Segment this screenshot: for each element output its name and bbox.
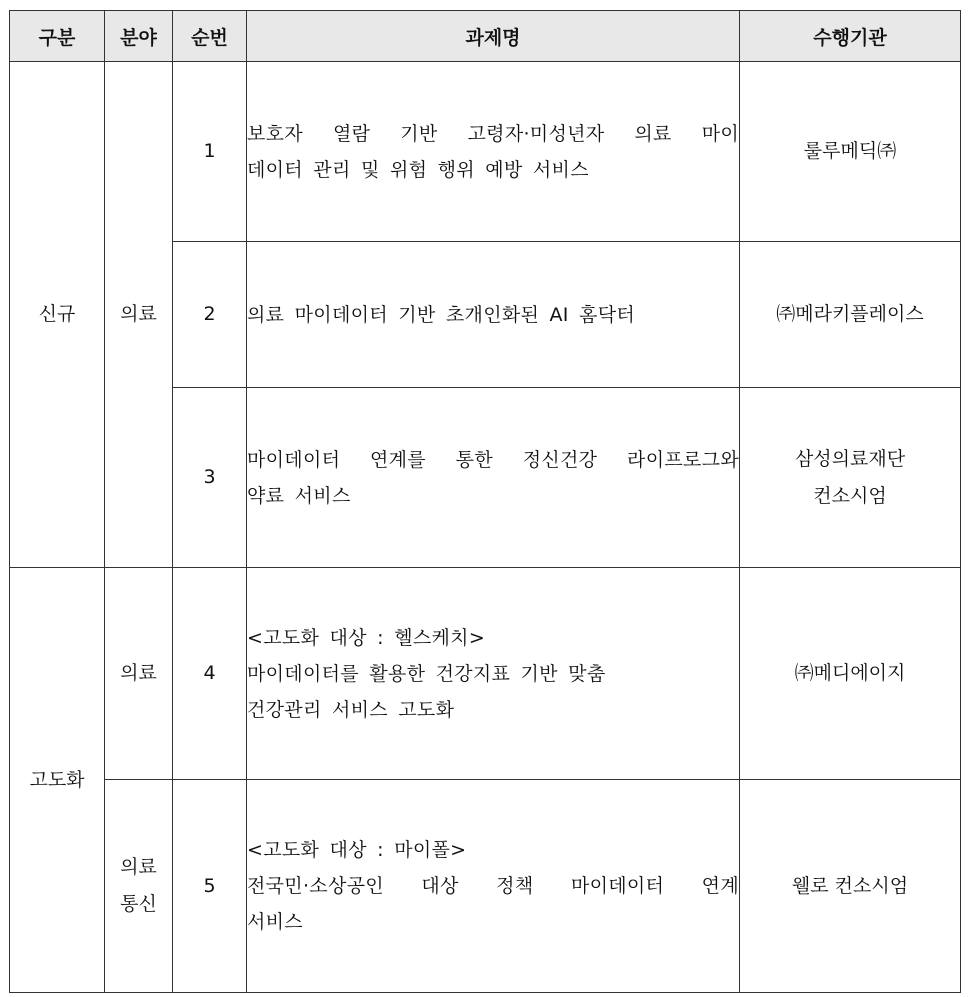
number-cell: 2 xyxy=(173,242,247,388)
project-title-cell xyxy=(247,62,740,242)
organization-cell xyxy=(740,388,961,568)
organization-text: 룰루메딕㈜ xyxy=(803,140,897,162)
project-title-line: <고도화 대상 : 헬스케치> xyxy=(247,626,486,649)
number-cell: 3 xyxy=(173,388,247,568)
table-row xyxy=(10,62,961,242)
project-title-cell xyxy=(247,568,740,780)
field-text: 통신 xyxy=(120,893,157,915)
header-number: 순번 xyxy=(173,11,247,62)
project-title-line: 마이데이터 연계를 통한 정신건강 라이프로그와 xyxy=(247,448,739,471)
organization-text: ㈜메디에이지 xyxy=(794,662,906,684)
field-cell xyxy=(105,62,173,568)
organization-cell xyxy=(740,242,961,388)
project-title-cell xyxy=(247,780,740,993)
field-text: 의료 xyxy=(120,662,157,684)
header-row xyxy=(10,11,961,62)
project-title-cell xyxy=(247,388,740,568)
header-organization: 수행기관 xyxy=(740,11,961,62)
organization-text: ㈜메라키플레이스 xyxy=(776,303,924,325)
project-title-line: 데이터 관리 및 위험 행위 예방 서비스 xyxy=(247,158,589,181)
project-title-line: 의료 마이데이터 기반 초개인화된 AI 홈닥터 xyxy=(247,303,636,326)
number-cell: 5 xyxy=(173,780,247,993)
header-category: 구분 xyxy=(10,11,105,62)
project-title-line: 약료 서비스 xyxy=(247,484,351,507)
project-title-cell xyxy=(247,242,740,388)
project-title-line: 전국민·소상공인 대상 정책 마이데이터 연계 xyxy=(247,875,739,897)
organization-cell xyxy=(740,568,961,780)
project-title-line: 서비스 xyxy=(247,911,303,933)
organization-text: 웰로 컨소시엄 xyxy=(791,874,909,897)
header-project: 과제명 xyxy=(247,11,740,62)
category-cell: 고도화 xyxy=(10,568,105,993)
field-text: 의료 xyxy=(120,303,157,325)
organization-text: 컨소시엄 xyxy=(813,484,887,507)
project-title-line: <고도화 대상 : 마이폴> xyxy=(247,839,467,861)
project-table xyxy=(9,10,961,993)
table-row xyxy=(10,568,961,780)
organization-text: 삼성의료재단 xyxy=(794,447,906,470)
field-cell xyxy=(105,780,173,993)
project-title-line: 마이데이터를 활용한 건강지표 기반 맞춤 xyxy=(247,662,606,685)
project-title-line: 건강관리 서비스 고도화 xyxy=(247,698,455,721)
organization-cell xyxy=(740,780,961,993)
category-cell: 신규 xyxy=(10,62,105,568)
organization-cell xyxy=(740,62,961,242)
table-row xyxy=(10,780,961,993)
field-text: 의료 xyxy=(120,856,157,878)
project-title-line: 보호자 열람 기반 고령자·미성년자 의료 마이 xyxy=(247,122,739,145)
header-field: 분야 xyxy=(105,11,173,62)
number-cell: 1 xyxy=(173,62,247,242)
number-cell: 4 xyxy=(173,568,247,780)
field-cell xyxy=(105,568,173,780)
